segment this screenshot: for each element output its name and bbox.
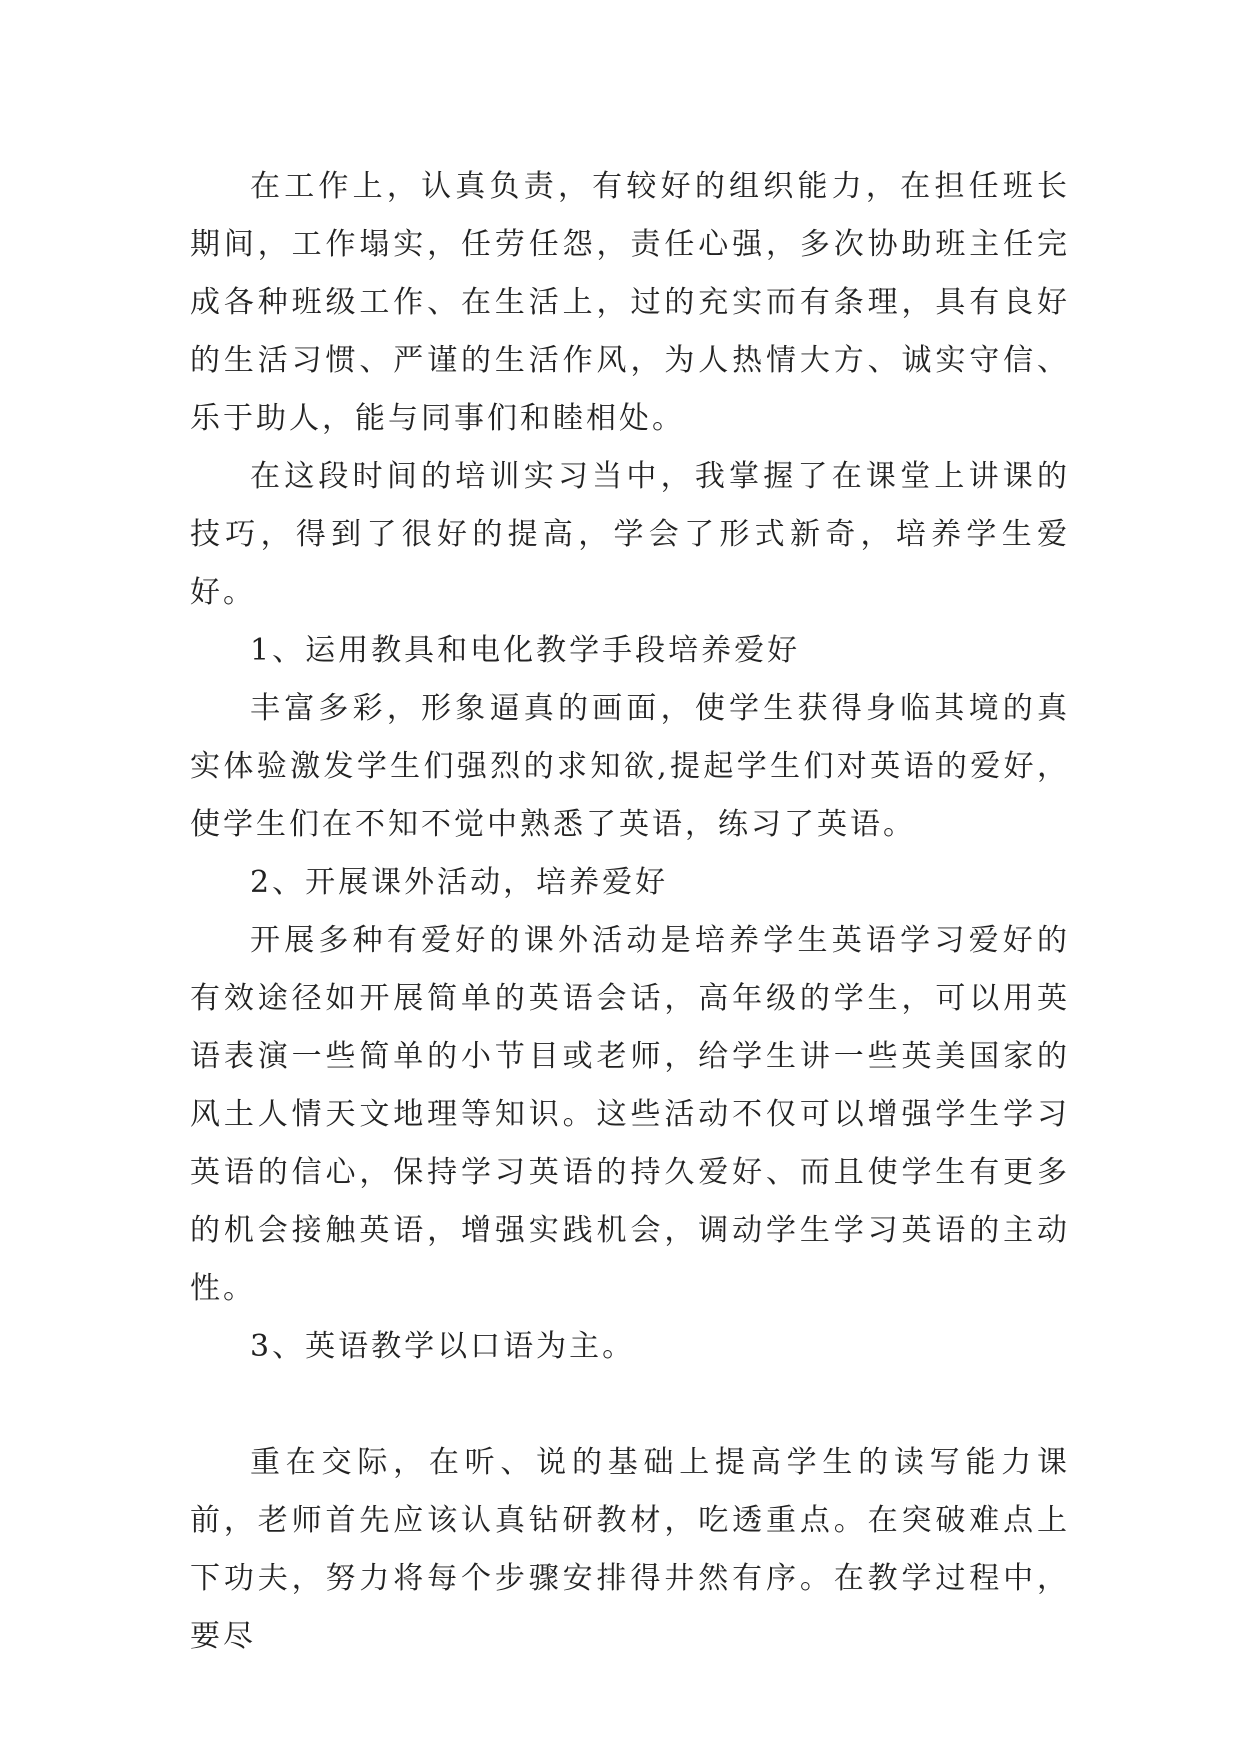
document-body <box>190 158 1070 1666</box>
heading-oral-english: 3、英语教学以口语为主。 <box>250 1329 636 1364</box>
paragraph-work-performance: 在工作上，认真负责，有较好的组织能力，在担任班长期间，工作塌实，任劳任怨，责任心强，多次协助班主任完成各种班级工作、在生活上，过的充实而有条理，具有良好的生活习惯、严谨的生活作风，为人热情大方、诚实守信、乐于助人，能与同事们和睦相处。 <box>190 169 1070 436</box>
paragraph-extracurricular: 开展多种有爱好的课外活动是培养学生英语学习爱好的有效途径如开展简单的英语会话，高年级的学生，可以用英语表演一些简单的小节目或老师，给学生讲一些英美国家的风土人情天文地理等知识。这些活动不仅可以增强学生学习英语的信心，保持学习英语的持久爱好、而且使学生有更多的机会接触英语，增强实践机会，调动学生学习英语的主动性。 <box>190 923 1070 1306</box>
heading-extracurricular: 2、开展课外活动，培养爱好 <box>250 865 669 900</box>
paragraph-communication: 重在交际，在听、说的基础上提高学生的读写能力课前，老师首先应该认真钻研教材，吃透重点。在突破难点上下功夫，努力将每个步骤安排得井然有序。在教学过程中，要尽 <box>190 1445 1070 1654</box>
paragraph-gap <box>190 1376 1070 1434</box>
paragraph-training-summary: 在这段时间的培训实习当中，我掌握了在课堂上讲课的技巧，得到了很好的提高，学会了形式新奇，培养学生爱好。 <box>190 459 1070 610</box>
paragraph-teaching-aids: 丰富多彩，形象逼真的画面，使学生获得身临其境的真实体验激发学生们强烈的求知欲,提起学生们对英语的爱好，使学生们在不知不觉中熟悉了英语，练习了英语。 <box>190 691 1070 842</box>
heading-teaching-aids: 1、运用教具和电化教学手段培养爱好 <box>250 633 801 668</box>
